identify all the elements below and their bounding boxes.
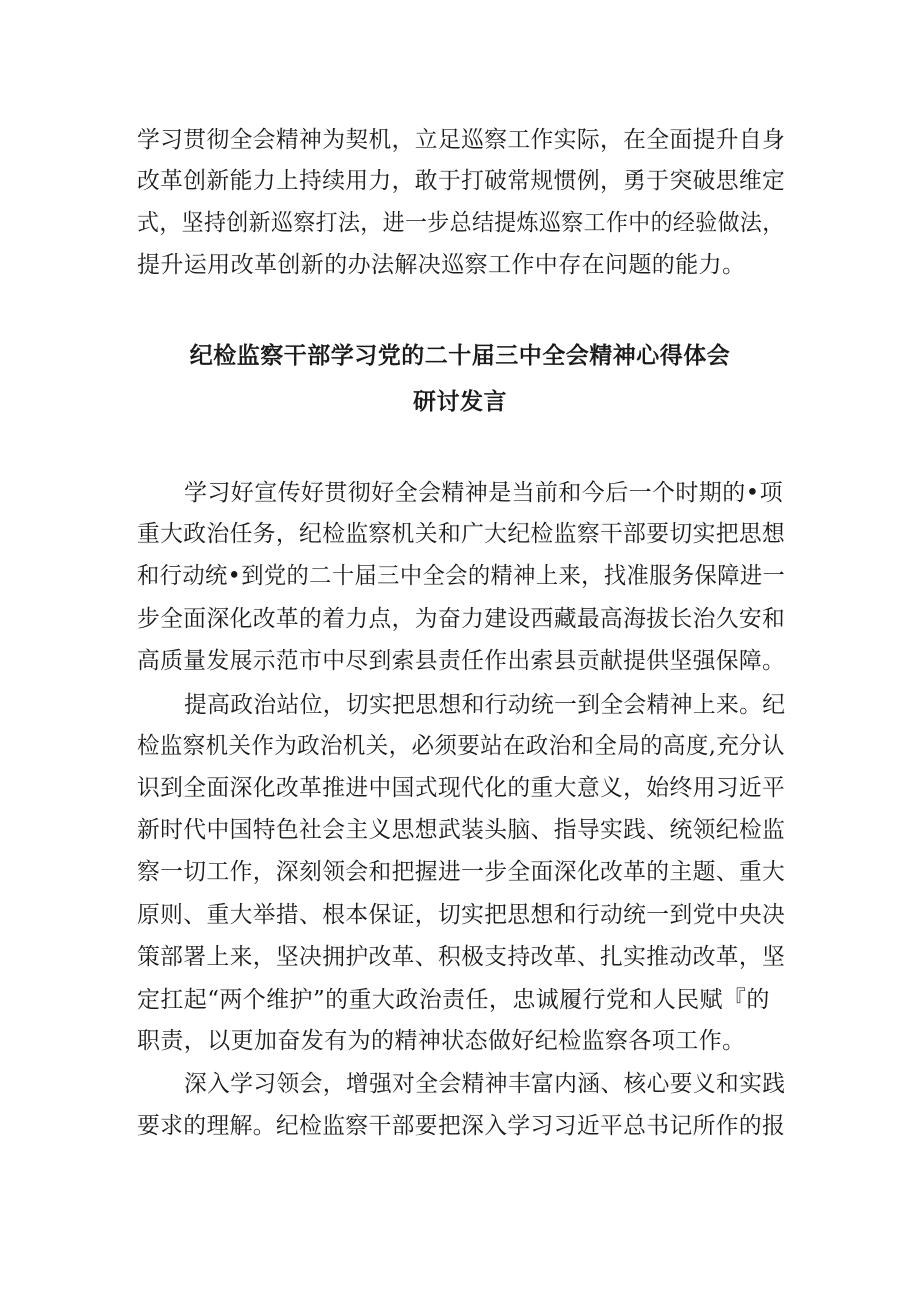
paragraph-1-line: 高质量发展示范市中尽到索县责任作出索县贡献提供坚强保障。 [137, 648, 786, 674]
paragraph-2-line: 识到全面深化改革推进中国式现代化的重大意义，始终用习近平 [137, 775, 786, 801]
paragraph-2-line: 提高政治站位，切实把思想和行动统一到全会精神上来。纪 [184, 692, 786, 718]
paragraph-2-line: 检监察机关作为政治机关，必须要站在政治和全局的高度,充分认 [137, 733, 785, 759]
paragraph-2-line: 定扛起“两个维护”的重大政治责任，忠诚履行党和人民赋『的 [137, 987, 770, 1013]
intro-line: 学习贯彻全会精神为契机，立足巡察工作实际，在全面提升自身 [137, 127, 786, 153]
paragraph-2-line: 职责，以更加奋发有为的精神状态做好纪检监察各项工作。 [137, 1028, 746, 1054]
paragraph-2-line: 新时代中国特色社会主义思想武装头脑、指导实践、统领纪检监 [137, 817, 786, 843]
paragraph-2-line: 察一切工作，深刻领会和把握进一步全面深化改革的主题、重大 [137, 859, 786, 885]
paragraph-3-line: 深入学习领会，增强对全会精神丰富内涵、核心要义和实践 [184, 1071, 786, 1097]
paragraph-1-line: 学习好宣传好贯彻好全会精神是当前和今后一个时期的•项 [184, 480, 783, 506]
paragraph-1-line: 重大政治任务，纪检监察机关和广大纪检监察干部要切实把思想 [137, 521, 786, 547]
paragraph-2-line: 策部署上来，坚决拥护改革、积极支持改革、扎实推动改革，坚 [137, 944, 786, 970]
intro-line: 式，坚持创新巡察打法，进一步总结提炼巡察工作中的经验做法， [137, 210, 785, 236]
paragraph-1-line: 步全面深化改革的着力点，为奋力建设西藏最高海拔长治久安和 [137, 606, 786, 632]
article-title: 纪检监察干部学习党的二十届三中全会精神心得体会 [189, 343, 731, 369]
intro-line: 提升运用改革创新的办法解决巡察工作中存在问题的能力。 [137, 252, 746, 278]
article-subtitle: 研讨发言 [413, 389, 507, 415]
intro-line: 改革创新能力上持续用力，敢于打破常规惯例，勇于突破思维定 [137, 168, 786, 194]
paragraph-2-line: 原则、重大举措、根本保证，切实把思想和行动统一到党中央决 [137, 902, 786, 928]
paragraph-3-line: 要求的理解。纪检监察干部要把深入学习习近平总书记所作的报 [137, 1113, 786, 1139]
paragraph-1-line: 和行动统•到党的二十届三中全会的精神上来，找准服务保障进一 [137, 563, 786, 589]
